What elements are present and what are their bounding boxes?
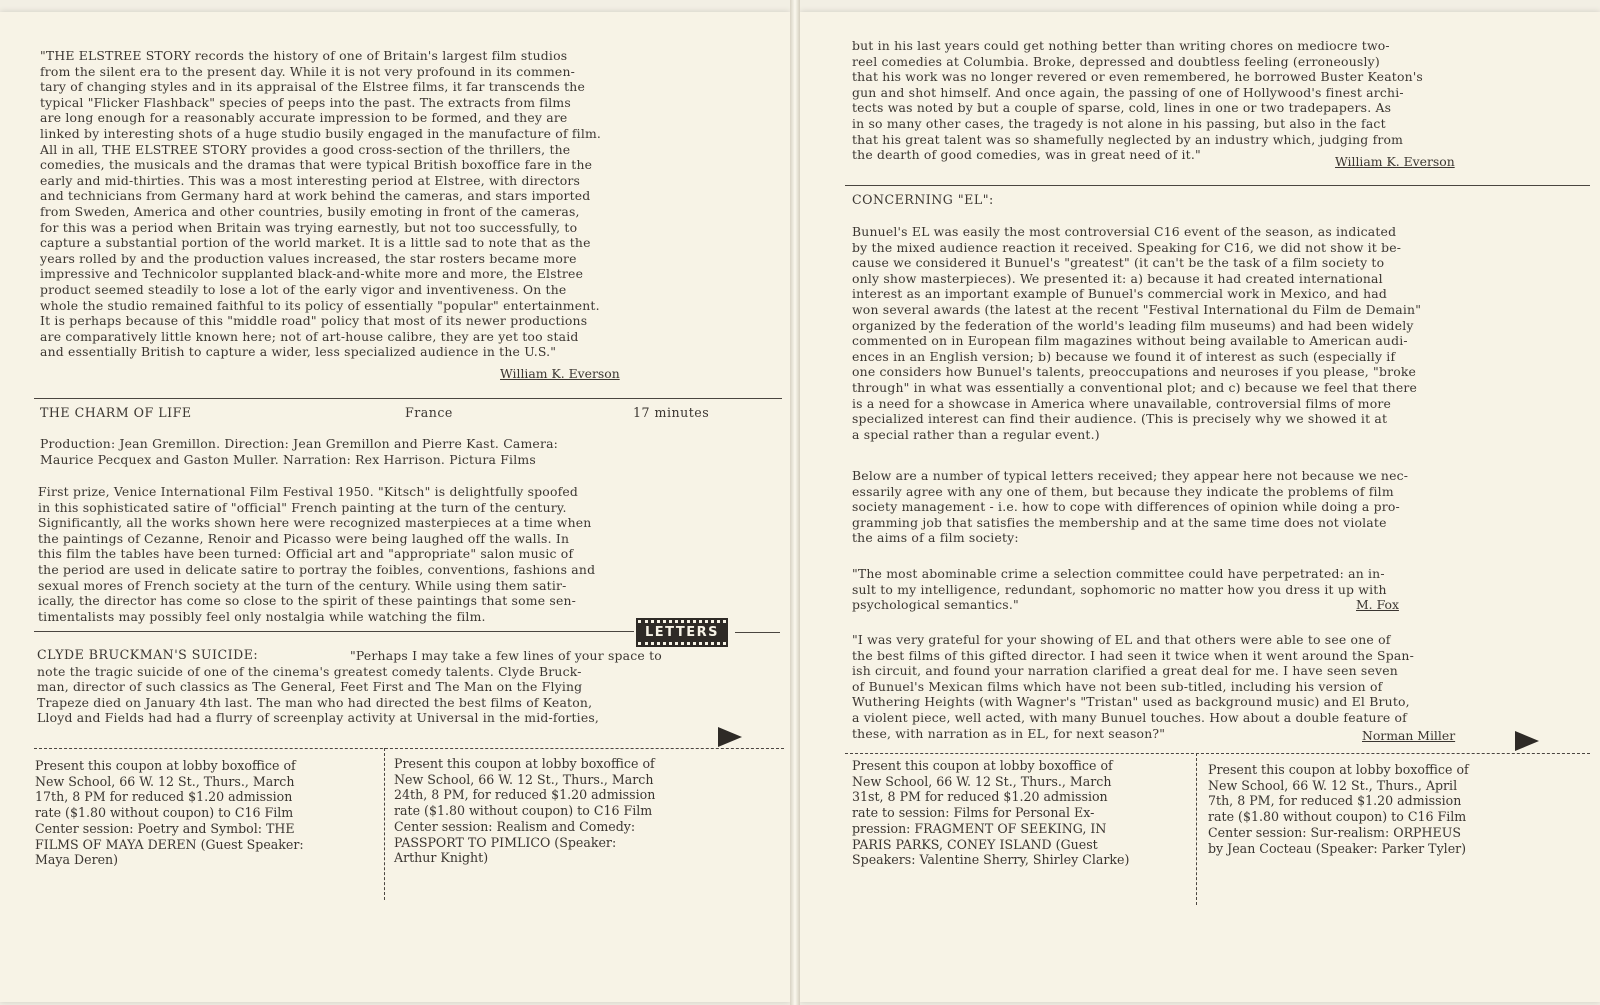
coupon-march-31[interactable]: Present this coupon at lobby boxoffice of New School, 66 W. 12 St., Thurs., March 31st, 8 PM for reduced $1.20 admission rate to session: Films for Personal Ex- pression: FRAGMENT OF SEEKING, IN PARIS PARKS, CONEY ISLAND (Guest Speakers: Valentine Sherry, Shirley Clarke) (852, 758, 1130, 868)
bruckman-title: CLYDE BRUCKMAN'S SUICIDE: (37, 647, 259, 662)
charm-review: First prize, Venice International Film Festival 1950. "Kitsch" is delightfully spoofed in this sophisticated satire of "official" French painting at the turn of the century. Significantly, all the works shown here were recognized masterpieces at a time when the paintings of Cezanne, Renoir and Picasso were being laughed off the walls. In this film the tables have been turned: Official art and "appropriate" salon music of the period are used in delicate satire to portray the foibles, conventions, fashions and sexual mores of French society at the turn of the century. While using them satir- ically, the director has come so close to the spirit of these paintings that some sen- timentalists may possibly feel only nostalgia while watching the film. (38, 484, 596, 624)
coupon-cut-line (34, 748, 784, 749)
coupon-cut-line-vertical (384, 748, 385, 900)
divider (34, 631, 634, 632)
divider (34, 398, 782, 399)
bruckman-continued: but in his last years could get nothing better than writing chores on mediocre two- reel comedies at Columbia. Broke, depressed and doubtless feeling (erroneously) that his work was no longer revered or even remembered, he borrowed Buster Keaton's gun and shot himself. And once again, the passing of one of Hollywood's finest archi- tects was noted by but a couple of sparse, cold, lines in one or two tradepapers. As in so many other cases, the tragedy is not alone in his passing, but also in the fact that his great talent was so shamefully neglected by an industry which, judging from the dearth of good comedies, was in great need of it." (852, 38, 1423, 163)
letters-intro: Below are a number of typical letters received; they appear here not because we nec- essarily agree with any one of them, but because they indicate the problems of film society management - i.e. how to cope with differences of opinion while doing a pro- gramming job that satisfies the membership and at the same time does not violate the aims of a film society: (852, 468, 1409, 546)
continued-arrow-icon (1515, 731, 1539, 751)
el-heading: CONCERNING "EL": (852, 192, 994, 207)
divider (735, 632, 780, 633)
coupon-cut-line (845, 753, 1590, 754)
charm-country: France (405, 405, 453, 420)
coupon-cut-line-vertical (1196, 753, 1197, 905)
bruckman-signature: William K. Everson (1335, 154, 1455, 169)
charm-title: THE CHARM OF LIFE (40, 405, 192, 420)
letter-miller: "I was very grateful for your showing of EL and that others were able to see one of the best films of this gifted director. I had seen it twice when it went around the Span- ish circuit, and found your narration clarified a great deal for me. I have seen seven of Bunuel's Mexican films which have not been sub-titled, including his version of Wuthering Heights (with Wagner's "Tristan" used as background music) and El Bruto, a violent piece, well acted, with many Bunuel touches. How about a double feature of these, with narration as in EL, for next season?" (852, 632, 1414, 741)
el-text: Bunuel's EL was easily the most controversial C16 event of the season, as indicated by the mixed audience reaction it received. Speaking for C16, we did not show it be- cause we considered it Bunuel's "greatest" (it can't be the task of a film society to only show masterpieces). We presented it: a) because it had created international interest as an important example of Bunuel's commercial work in Mexico, and had won several awards (the latest at the recent "Festival International du Film de Demain" organized by the federation of the world's leading film museums) and had been widely commented on in European film magazines without being available to American audi- ences in an English version; b) because we found it of interest as such (especially if one considers how Bunuel's talents, preoccupations and neuroses if you please, "broke through" in what was essentially a conventional plot; and c) because we feel that there is a need for a showcase in America where unavailable, controversial films of more specialized interest can find their audience. (This is precisely why we showed it at a special rather than a regular event.) (852, 224, 1422, 442)
letter-miller-signature: Norman Miller (1362, 728, 1456, 743)
letters-badge: LETTERS (638, 620, 726, 645)
charm-credits: Production: Jean Gremillon. Direction: Jean Gremillon and Pierre Kast. Camera: Maurice Pecquex and Gaston Muller. Narration: Rex Harrison. Pictura Films (40, 436, 559, 467)
letter-fox: "The most abominable crime a selection committee could have perpetrated: an in- sult to my intelligence, redundant, sophomoric no matter how you dress it up with psychological semantics." (852, 566, 1387, 613)
charm-length: 17 minutes (633, 405, 710, 420)
continued-arrow-icon (718, 727, 742, 747)
book-gutter (790, 0, 800, 1005)
coupon-march-24[interactable]: Present this coupon at lobby boxoffice of New School, 66 W. 12 St., Thurs., March 24th, 8 PM, for reduced $1.20 admission rate ($1.80 without coupon) to C16 Film Center session: Realism and Comedy: PASSPORT TO PIMLICO (Speaker: Arthur Knight) (394, 756, 656, 866)
coupon-march-17[interactable]: Present this coupon at lobby boxoffice of New School, 66 W. 12 St., Thurs., March 17th, 8 PM for reduced $1.20 admission rate ($1.80 without coupon) to C16 Film Center session: Poetry and Symbol: THE FILMS OF MAYA DEREN (Guest Speaker: Maya Deren) (35, 758, 304, 868)
divider (845, 185, 1590, 186)
elstree-review: "THE ELSTREE STORY records the history of one of Britain's largest film studios from the silent era to the present day. While it is not very profound in its commen- tary of changing styles and in its appraisal of the Elstree films, it far transcends the typical "Flicker Flashback" species of peeps into the past. The extracts from films are long enough for a reasonably accurate impression to be formed, and they are linked by interesting shots of a huge studio busily engaged in the manufacture of film. All in all, THE ELSTREE STORY provides a good cross-section of the thrillers, the comedies, the musicals and the dramas that were typical British boxoffice fare in the early and mid-thirties. This was a most interesting period at Elstree, with directors and technicians from Germany hard at work behind the cameras, and stars imported from Sweden, America and other countries, busily emoting in front of the cameras, for this was a period when Britain was trying earnestly, but not too successfully, to capture a substantial portion of the world market. It is a little sad to note that as the years rolled by and the production values increased, the star rosters became more impressive and Technicolor supplanted black-and-white more and more, the Elstree product seemed steadily to lose a lot of the early vigor and inventiveness. On the whole the studio remained faithful to its policy of essentially "popular" entertainment. It is perhaps because of this "middle road" policy that most of its newer productions are comparatively little known here; not of art-house calibre, they are yet too staid and essentially British to capture a wider, less specialized audience in the U.S." (40, 48, 602, 360)
elstree-signature: William K. Everson (500, 366, 620, 381)
bruckman-text: "Perhaps I may take a few lines of your space to note the tragic suicide of one of the cinema's greatest comedy talents. Clyde Bruck- man, director of such classics as The General, Feet First and The Man on the Flying Trapeze died on January 4th last. The man who had directed the best films of Keaton, Lloyd and Fields had had a flurry of screenplay activity at Universal in the mid-forties, (37, 648, 662, 726)
letter-fox-signature: M. Fox (1356, 597, 1399, 612)
coupon-april-7[interactable]: Present this coupon at lobby boxoffice of New School, 66 W. 12 St., Thurs., April 7th, 8 PM, for reduced $1.20 admission rate ($1.80 without coupon) to C16 Film Center session: Sur-realism: ORPHEUS by Jean Cocteau (Speaker: Parker Tyler) (1208, 762, 1469, 856)
